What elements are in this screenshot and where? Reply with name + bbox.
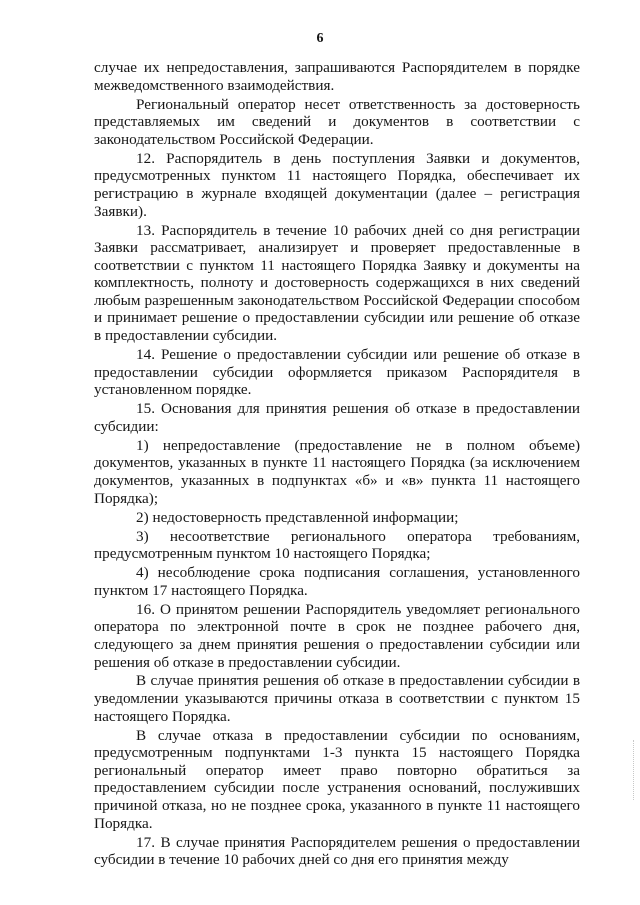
list-item-4: 4) несоблюдение срока подписания соглашения, установленного пунктом 17 настоящего Порядка.: [94, 564, 580, 599]
list-item-2: 2) недостоверность представленной информации;: [136, 508, 459, 526]
paragraph-15-refusal-grounds: 15. Основания для принятия решения об отказе в предоставлении субсидии:: [94, 400, 580, 435]
paragraph-16-notification: 16. О принятом решении Распорядитель уведомляет регионального оператора по электронной почте в срок не позднее рабочего дня, следующего за днем принятия решения о предоставлении субсидии или решения об отказе в предоставлении субсидии.: [94, 600, 580, 671]
scan-edge-mark: [633, 740, 636, 800]
list-item-3: 3) несоответствие регионального оператора требованиям, предусмотренным пунктом 10 настоящего Порядка;: [94, 527, 580, 563]
paragraph-14-order: 14. Решение о предоставлении субсидии или решение об отказе в предоставлении субсидии оформляется приказом Распорядителя в установленном порядке.: [94, 346, 580, 399]
paragraph-repeat-application: В случае отказа в предоставлении субсидии по основаниям, предусмотренным подпунктами 1-3 пункта 15 настоящего Порядка региональный оператор имеет право повторно обратиться за предоставлением субсидии после устранения оснований, послуживших причиной отказа, но не позднее срока, указанного в пункте 11 настоящего Порядка.: [94, 726, 580, 832]
paragraph-12-registration: 12. Распорядитель в день поступления Заявки и документов, предусмотренных пунктом 11 настоящего Порядка, обеспечивает их регистрацию в журнале входящей документации (далее – регистрация Заявки).: [94, 149, 580, 220]
list-item-1: 1) непредоставление (предоставление не в полном объеме) документов, указанных в пункте 11 настоящего Порядка (за исключением документов, указанных в подпунктах «б» и «в» пункта 11 настоящего Порядка);: [94, 436, 580, 507]
paragraph-17-agreement: 17. В случае принятия Распорядителем решения о предоставлении субсидии в течение 10 рабочих дней со дня его принятия между: [94, 833, 580, 869]
paragraph-operator-responsibility: Региональный оператор несет ответственность за достоверность представляемых им сведений и документов в соответствии с законодательством Российской Федерации.: [94, 95, 580, 148]
page-number: 6: [316, 31, 324, 46]
document-body: [94, 59, 580, 870]
paragraph-13-review: 13. Распорядитель в течение 10 рабочих дней со дня регистрации Заявки рассматривает, анализирует и проверяет предоставленные в соответствии с пунктом 11 настоящего Порядка Заявку и документы на комплектность, полноту и достоверность содержащихся в них сведений любым разрешенным законодательством Российской Федерации способом и принимает решение о предоставлении субсидии или решение об отказе в предоставлении субсидии.: [94, 221, 580, 345]
paragraph-refusal-reasons: В случае принятия решения об отказе в предоставлении субсидии в уведомлении указываются причины отказа в соответствии с пунктом 15 настоящего Порядка.: [94, 672, 580, 725]
paragraph-continuation: случае их непредоставления, запрашиваются Распорядителем в порядке межведомственного взаимодействия.: [94, 59, 580, 94]
